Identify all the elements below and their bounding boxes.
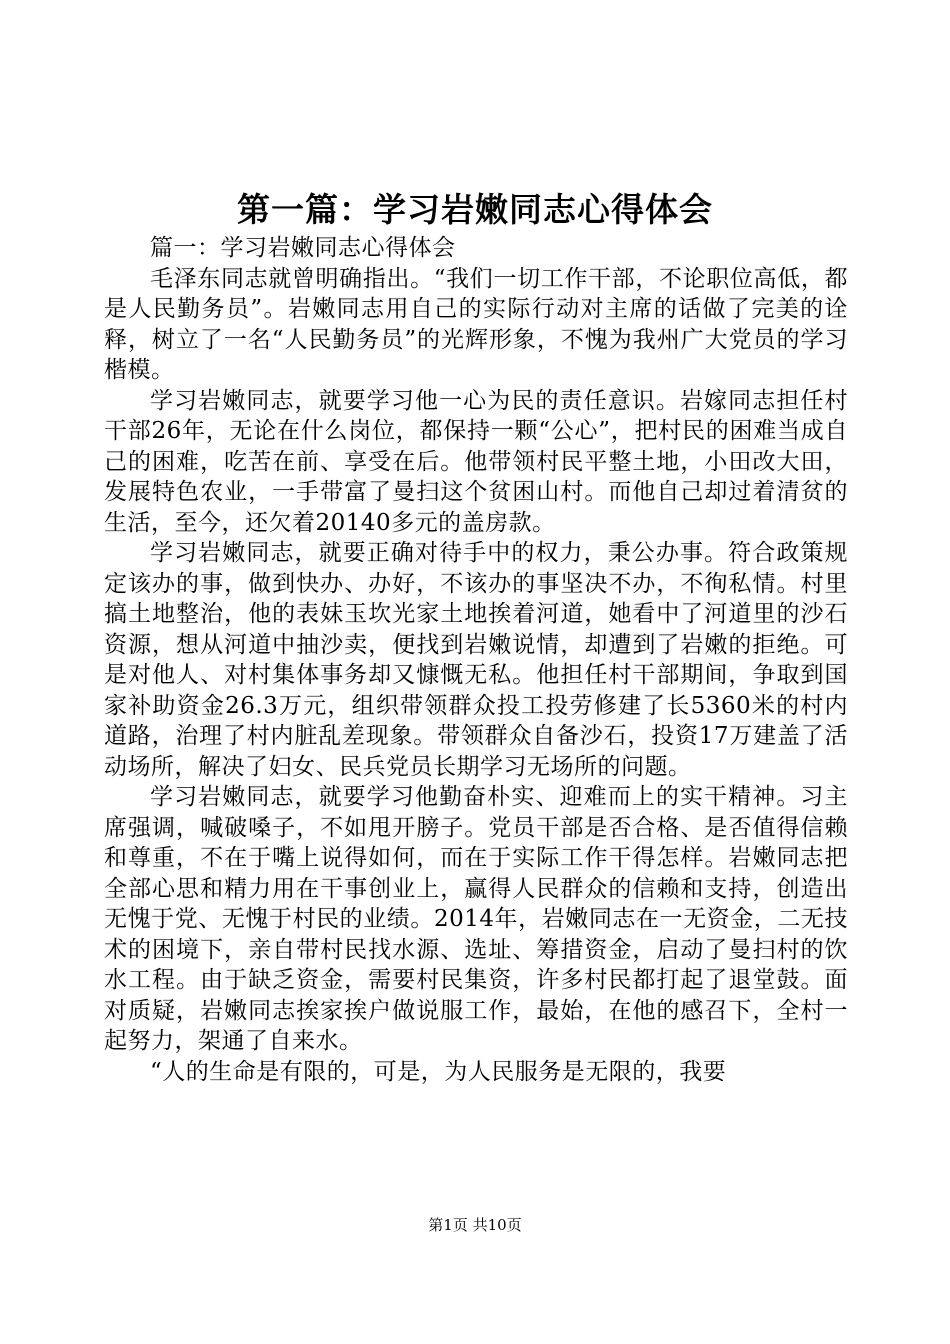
paragraph: 学习岩嫩同志，就要学习他勤奋朴实、迎难而上的实干精神。习主席强调，喊破嗓子，不如甩开膀子。党员干部是否合格、是否值得信赖和尊重，不在于嘴上说得如何，而在于实际工作干得怎样。岩嫩同志把全部心思和精力用在干事创业上，赢得人民群众的信赖和支持，创造出无愧于党、无愧于村民的业绩。2014年，岩嫩同志在一无资金，二无技术的困境下，亲自带村民找水源、选址、筹措资金，启动了曼扫村的饮水工程。由于缺乏资金，需要村民集资，许多村民都打起了退堂鼓。面对质疑，岩嫩同志挨家挨户做说服工作，最始，在他的感召下，全村一起努力，架通了自来水。 [104, 784, 848, 1054]
document-body [104, 233, 848, 1087]
paragraph: 学习岩嫩同志，就要正确对待手中的权力，秉公办事。符合政策规定该办的事，做到快办、办好，不该办的事坚决不办，不徇私情。村里搞土地整治，他的表妹玉坎光家土地挨着河道，她看中了河道里的沙石资源，想从河道中抽沙卖，便找到岩嫩说情，却遭到了岩嫩的拒绝。可是对他人、对村集体事务却又慷慨无私。他担任村干部期间，争取到国家补助资金26.3万元，组织带领群众投工投劳修建了长5360米的村内道路，治理了村内脏乱差现象。带领群众自备沙石，投资17万建盖了活动场所，解决了妇女、民兵党员长期学习无场所的问题。 [104, 540, 848, 780]
page-footer: 第1页 共10页 [428, 1216, 522, 1234]
document-title: 第一篇：学习岩嫩同志心得体会 [237, 190, 713, 229]
paragraph: 学习岩嫩同志，就要学习他一心为民的责任意识。岩嫁同志担任村干部26年，无论在什么岗位，都保持一颗“公心”，把村民的困难当成自己的困难，吃苦在前、享受在后。他带领村民平整土地，小田改大田，发展特色农业，一手带富了曼扫这个贫困山村。而他自己却过着清贫的生活，至今，还欠着20140多元的盖房款。 [104, 387, 848, 536]
paragraph: “人的生命是有限的，可是，为人民服务是无限的，我要 [150, 1058, 727, 1085]
paragraph-section-heading: 篇一：学习岩嫩同志心得体会 [150, 235, 456, 261]
paragraph: 毛泽东同志就曾明确指出。“我们一切工作干部，不论职位高低，都是人民勤务员”。岩嫩同志用自己的实际行动对主席的话做了完美的诠释，树立了一名“人民勤务员”的光辉形象，不愧为我州广大党员的学习楷模。 [104, 265, 848, 383]
